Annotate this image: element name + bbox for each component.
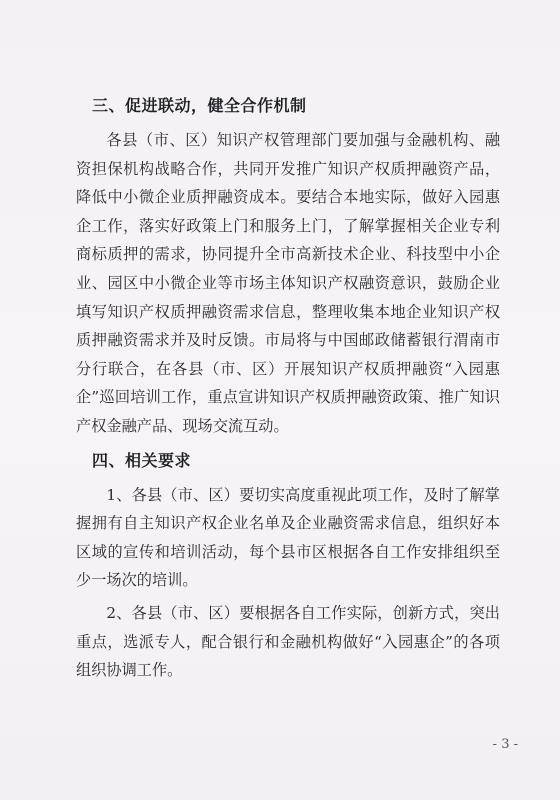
section-3-heading: 三、促进联动，健全合作机制 (92, 96, 307, 115)
requirement-item-1: 1、各县（市、区）要切实高度重视此项工作，及时了解掌握拥有自主知识产权企业名单及企业融资需求信息，组织好本区域的宣传和培训活动，每个县市区根据各自工作安排组织至少一场次的培训。 (76, 485, 500, 590)
document-body (76, 92, 500, 685)
section-3-paragraph: 各县（市、区）知识产权管理部门要加强与金融机构、融资担保机构战略合作，共同开发推广知识产权质押融资产品，降低中小微企业质押融资成本。要结合本地实际，做好入园惠企工作，落实好政策上门和服务上门，了解掌握相关企业专利商标质押的需求，协同提升全市高新技术企业、科技型中小企业、园区中小微企业等市场主体知识产权融资意识，鼓励企业填写知识产权质押融资需求信息，整理收集本地企业知识产权质押融资需求并及时反馈。市局将与中国邮政储蓄银行渭南市分行联合，在各县（市、区）开展知识产权质押融资“入园惠企”巡回培训工作，重点宣讲知识产权质押融资政策、推广知识产权金融产品、现场交流互动。 (76, 131, 500, 435)
section-4-heading: 四、相关要求 (92, 450, 192, 470)
page-number: - 3 - (492, 737, 518, 752)
requirement-item-2: 2、各县（市、区）要根据各自工作实际，创新方式，突出重点，选派专人，配合银行和金融机构做好“入园惠企”的各项组织协调工作。 (76, 603, 500, 680)
